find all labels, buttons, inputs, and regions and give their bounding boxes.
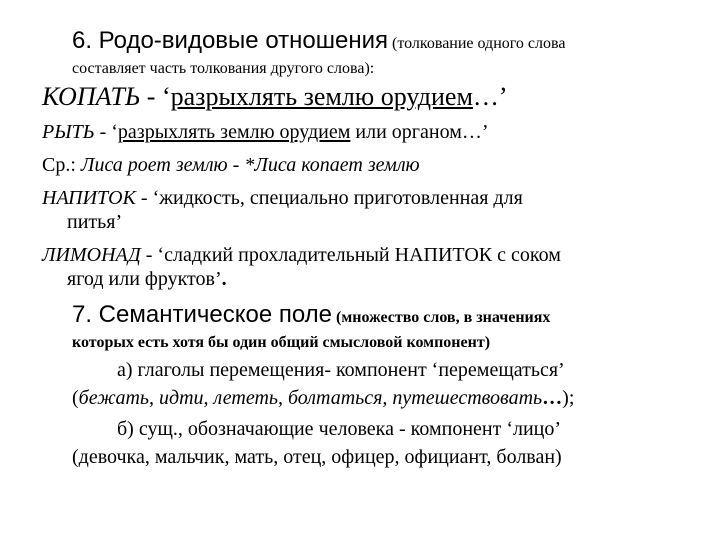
ryt-definition-rest: или органом…’ <box>350 121 489 143</box>
item-a-line2 <box>72 387 574 410</box>
item-a-line1: а) глаголы перемещения- компонент ‘перемещаться’ <box>117 359 565 381</box>
kopat-definition: разрыхлять землю орудием <box>170 82 473 111</box>
item-a-close: ); <box>562 387 575 409</box>
heading-6 <box>72 27 565 55</box>
heading-7-note-cont: которых есть хотя бы один общий смысловой компонент) <box>72 334 491 351</box>
heading-7-note: (множество слов, в значениях <box>336 309 551 326</box>
limonad-text-cont <box>67 268 227 291</box>
example-kopat <box>42 82 508 112</box>
heading-6-note: (толкование одного слова <box>392 35 566 52</box>
heading-6-title: 6. Родо-видовые отношения <box>72 27 388 54</box>
item-a-ellipsis: … <box>542 387 563 409</box>
comparison-label: Ср.: <box>42 154 76 176</box>
napitok-text-cont: питья’ <box>67 211 123 233</box>
heading-7-title: 7. Семантическое поле <box>72 301 333 328</box>
heading-7 <box>72 301 550 329</box>
example-ryt <box>42 121 489 144</box>
limonad-text-line2: ягод или фруктов’ <box>67 268 222 290</box>
kopat-dash: - <box>140 82 162 111</box>
limonad-text: - ‘сладкий прохладительный НАПИТОК с соком <box>140 244 561 266</box>
kopat-quote: ‘ <box>161 82 171 111</box>
example-napitok <box>42 187 523 210</box>
ryt-definition-underlined: разрыхлять землю орудием <box>117 121 351 143</box>
ryt-dash: - <box>94 121 112 143</box>
comparison-example-1: Лиса роет землю <box>80 154 228 176</box>
item-a-paren: ( <box>72 387 79 409</box>
heading-6-note-cont: составляет часть толкования другого слова): <box>72 60 375 77</box>
napitok-text: - ‘жидкость, специально приготовленная для <box>135 187 523 209</box>
limonad-period: . <box>221 268 227 290</box>
comparison-line <box>42 154 420 177</box>
limonad-word: ЛИМОНАД <box>42 244 141 266</box>
item-b-line1: б) сущ., обозначающие человека - компонент ‘лицо’ <box>117 418 562 440</box>
ryt-quote: ‘ <box>111 121 118 143</box>
comparison-example-2: *Лиса копает землю <box>244 154 420 176</box>
ryt-word: РЫТЬ <box>42 121 95 143</box>
kopat-ellipsis: …’ <box>472 82 508 111</box>
comparison-sep: - <box>227 154 245 176</box>
napitok-word: НАПИТОК <box>42 187 136 209</box>
item-b-line2: (девочка, мальчик, мать, отец, офицер, официант, болван) <box>72 446 562 468</box>
example-limonad <box>42 244 561 267</box>
item-a-examples: бежать, идти, лететь, болтаться, путешествовать <box>78 387 543 409</box>
kopat-word: КОПАТЬ <box>42 82 141 111</box>
